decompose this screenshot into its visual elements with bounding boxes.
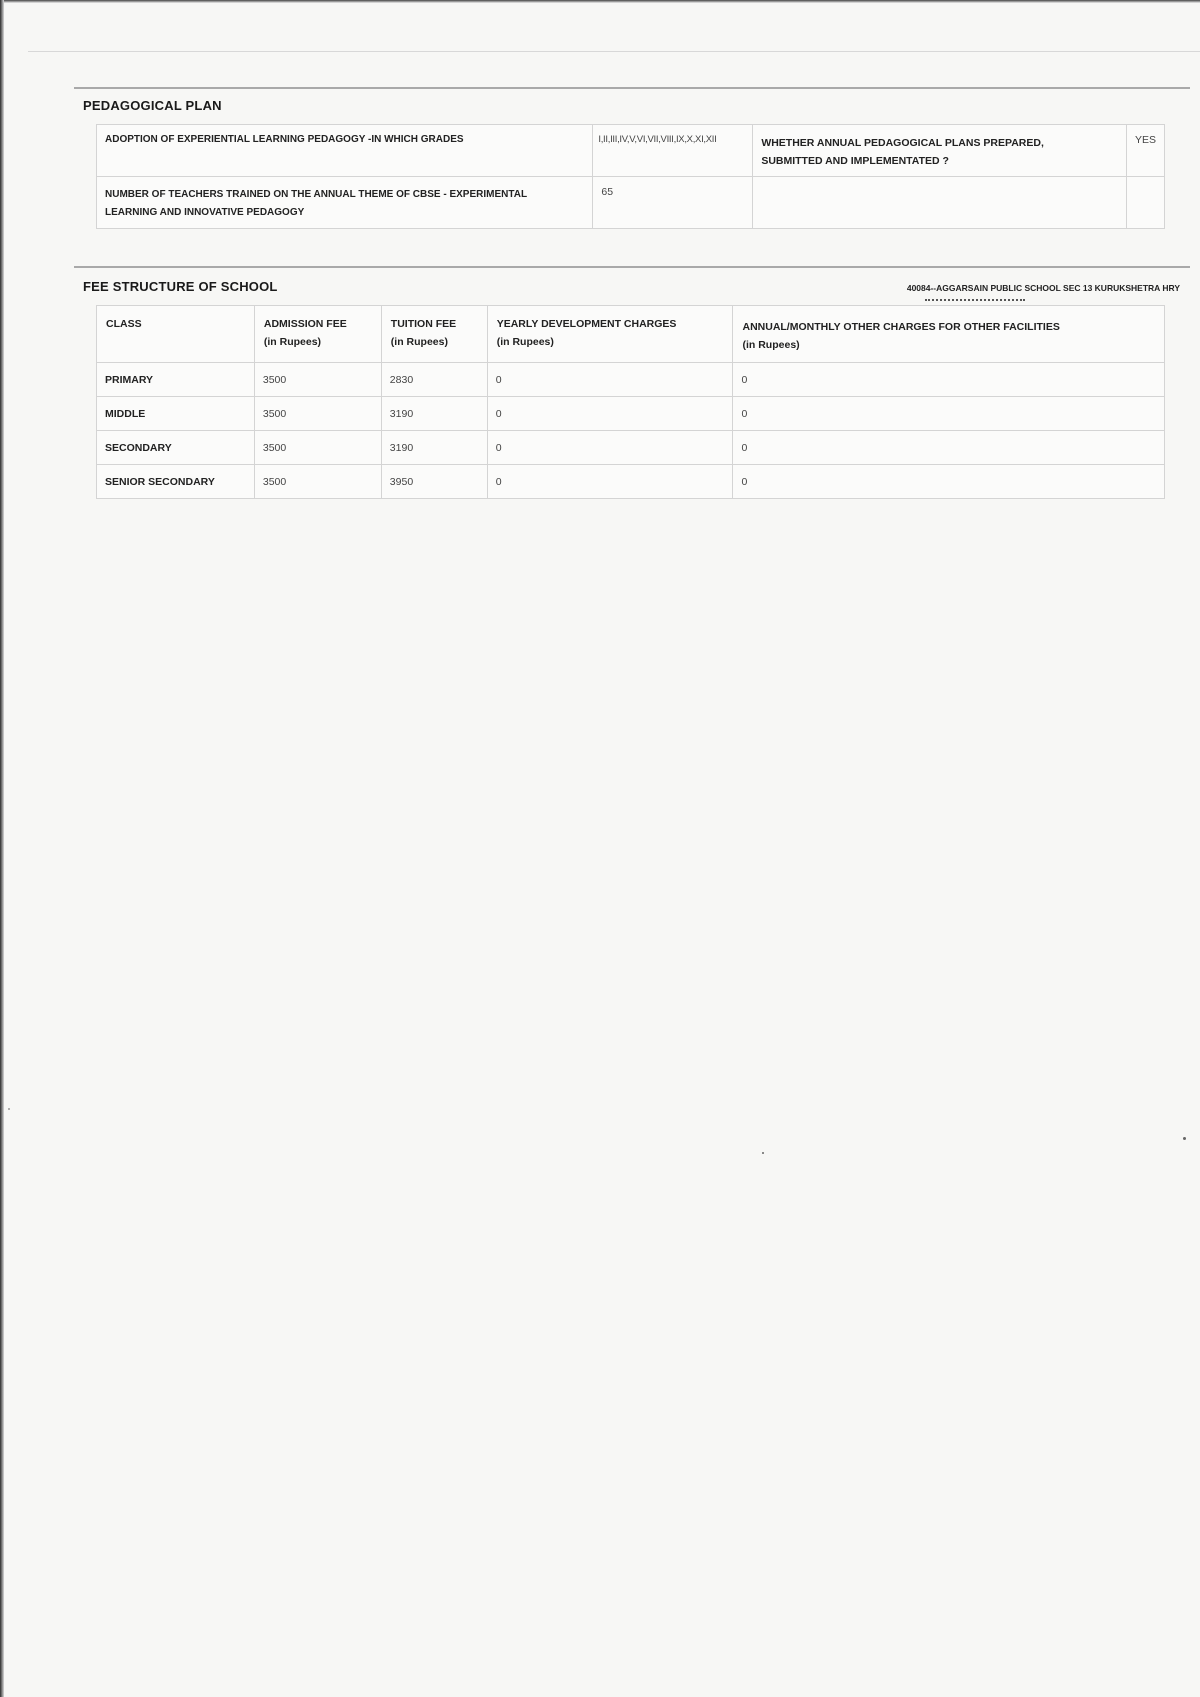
scan-speck [8, 1108, 10, 1110]
header-subline: (in Rupees) [390, 336, 448, 348]
school-reference-underline [925, 299, 1025, 303]
experiential-learning-grades: I,II,III,IV,V,VI,VII,VIII,IX,X,XI,XII [593, 125, 753, 177]
pedagogical-plan-table [96, 124, 1165, 229]
development-charges-cell: 0 [487, 363, 733, 397]
admission-fee-cell: 3500 [254, 465, 381, 499]
table-row [97, 397, 1165, 431]
section-divider [74, 266, 1190, 268]
header-subline: (in Rupees) [263, 336, 322, 348]
column-header-class [97, 306, 255, 363]
other-charges-cell: 0 [733, 363, 1165, 397]
header-line: CLASS [106, 318, 142, 330]
page-divider [28, 51, 1200, 52]
other-charges-cell: 0 [733, 431, 1165, 465]
class-cell: SENIOR SECONDARY [97, 465, 255, 499]
development-charges-cell: 0 [487, 465, 733, 499]
column-header-admission-fee [254, 306, 381, 363]
empty-cell [1126, 177, 1164, 229]
admission-fee-cell: 3500 [254, 397, 381, 431]
empty-cell [753, 177, 1127, 229]
other-charges-cell: 0 [733, 397, 1165, 431]
section-divider [74, 87, 1190, 89]
table-row [97, 431, 1165, 465]
column-header-development-charges [487, 306, 733, 363]
table-header-row [97, 306, 1165, 363]
scan-edge-top [4, 0, 1200, 3]
teachers-trained-label: NUMBER OF TEACHERS TRAINED ON THE ANNUAL THEME OF CBSE - EXPERIMENTAL LEARNING AND INNOVATIVE PEDAGOGY [97, 177, 593, 229]
school-reference: 40084--AGGARSAIN PUBLIC SCHOOL SEC 13 KURUKSHETRA HRY [906, 283, 1180, 293]
header-subline: (in Rupees) [742, 339, 800, 351]
tuition-fee-cell: 3190 [381, 397, 487, 431]
table-row [97, 125, 1165, 177]
annual-plans-label: WHETHER ANNUAL PEDAGOGICAL PLANS PREPARED, SUBMITTED AND IMPLEMENTATED ? [753, 125, 1127, 177]
teachers-trained-value: 65 [593, 177, 753, 229]
development-charges-cell: 0 [487, 431, 733, 465]
admission-fee-cell: 3500 [254, 363, 381, 397]
table-row [97, 465, 1165, 499]
experiential-learning-label: ADOPTION OF EXPERIENTIAL LEARNING PEDAGOGY -IN WHICH GRADES [97, 125, 593, 177]
development-charges-cell: 0 [487, 397, 733, 431]
header-line: ANNUAL/MONTHLY OTHER CHARGES FOR OTHER FACILITIES [742, 321, 1060, 333]
column-header-tuition-fee [381, 306, 487, 363]
tuition-fee-cell: 2830 [381, 363, 487, 397]
header-line: ADMISSION FEE [263, 318, 347, 330]
section-title-fee-structure: FEE STRUCTURE OF SCHOOL [83, 279, 278, 294]
class-cell: PRIMARY [97, 363, 255, 397]
fee-structure-table [96, 305, 1165, 499]
class-cell: MIDDLE [97, 397, 255, 431]
table-row [97, 363, 1165, 397]
class-cell: SECONDARY [97, 431, 255, 465]
annual-plans-value: YES [1126, 125, 1164, 177]
tuition-fee-cell: 3950 [381, 465, 487, 499]
admission-fee-cell: 3500 [254, 431, 381, 465]
other-charges-cell: 0 [733, 465, 1165, 499]
header-line: TUITION FEE [390, 318, 457, 330]
section-title-pedagogical-plan: PEDAGOGICAL PLAN [83, 98, 222, 113]
column-header-other-charges [733, 306, 1165, 363]
header-line: YEARLY DEVELOPMENT CHARGES [496, 318, 677, 330]
table-row [97, 177, 1165, 229]
scan-edge [0, 0, 4, 1697]
scan-speck [762, 1152, 764, 1154]
header-subline: (in Rupees) [496, 336, 554, 348]
tuition-fee-cell: 3190 [381, 431, 487, 465]
scan-speck [1183, 1137, 1186, 1140]
